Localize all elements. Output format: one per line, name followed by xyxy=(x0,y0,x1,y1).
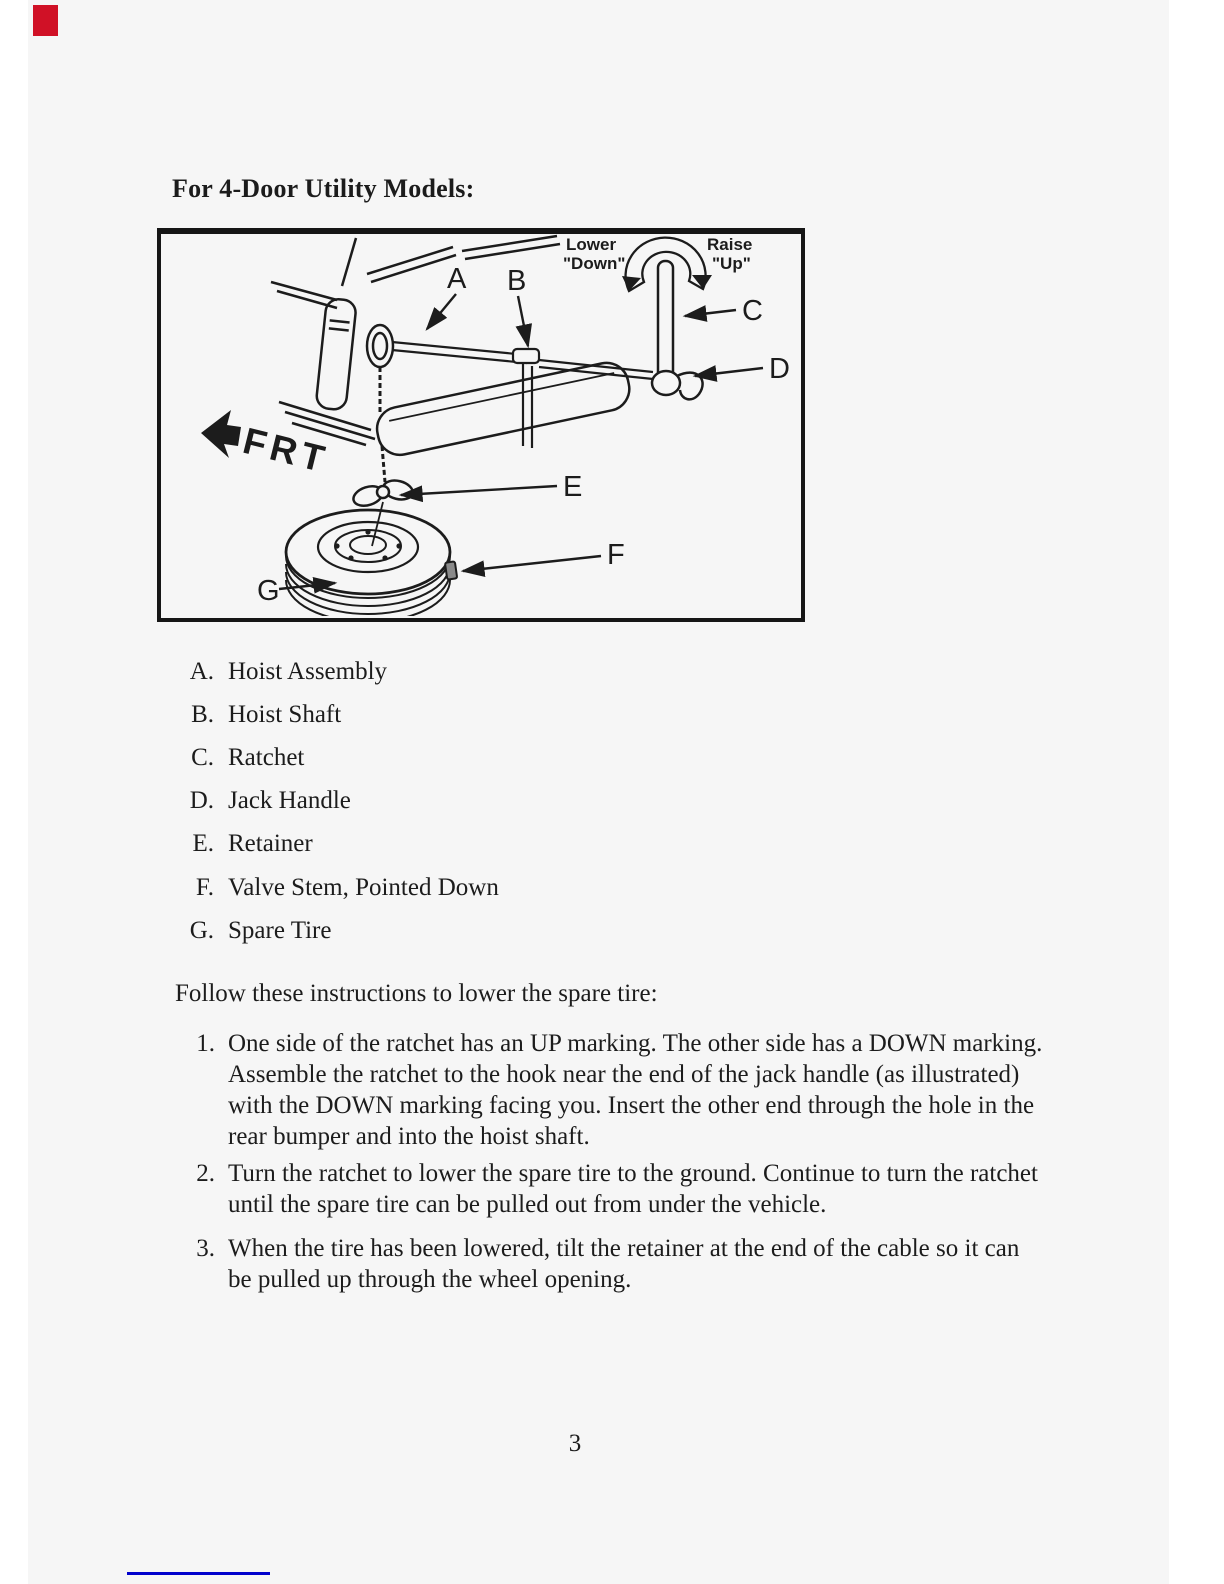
part-key: F. xyxy=(195,874,214,901)
red-corner-mark xyxy=(33,5,58,36)
step-number: 1. xyxy=(196,1030,215,1057)
step-number: 3. xyxy=(196,1235,215,1262)
callout-f: F xyxy=(607,539,625,571)
part-key: D. xyxy=(189,787,214,814)
footer-underline xyxy=(127,1572,270,1575)
callout-c: C xyxy=(742,295,763,327)
callout-b: B xyxy=(507,265,527,297)
part-key: E. xyxy=(192,830,214,857)
step-text: When the tire has been lowered, tilt the retainer at the end of the cable so it can be pulled up through the wheel opening. xyxy=(228,1235,1020,1293)
part-label: Spare Tire xyxy=(228,917,332,944)
callout-g: G xyxy=(257,575,280,607)
callout-a: A xyxy=(447,263,467,295)
part-key: B. xyxy=(191,701,214,728)
hoist-assembly xyxy=(367,325,393,367)
support-bracket xyxy=(523,364,532,448)
frt-label: FRT xyxy=(239,419,334,481)
page-number: 3 xyxy=(568,1430,582,1457)
raise-up-label: "Up" xyxy=(712,254,751,273)
part-label: Valve Stem, Pointed Down xyxy=(228,874,499,901)
part-key: A. xyxy=(189,658,214,685)
raise-label: Raise xyxy=(707,235,753,254)
part-key: G. xyxy=(189,917,214,944)
step-number: 2. xyxy=(196,1160,215,1187)
spare-tire xyxy=(286,510,457,616)
spare-tire-hoist-diagram xyxy=(157,228,805,622)
part-label: Retainer xyxy=(228,830,313,857)
hoist-cable xyxy=(372,367,385,546)
callout-e: E xyxy=(563,471,583,503)
part-key: C. xyxy=(191,744,214,771)
instructions-intro: Follow these instructions to lower the spare tire: xyxy=(175,980,658,1007)
valve-stem xyxy=(445,561,457,579)
lower-down-label: "Down" xyxy=(563,254,626,273)
ratchet xyxy=(652,261,703,399)
callout-d: D xyxy=(769,353,790,385)
part-label: Ratchet xyxy=(228,744,305,771)
part-label: Jack Handle xyxy=(228,787,351,814)
step-text: One side of the ratchet has an UP marking. The other side has a DOWN marking. Assemble the ratchet to the hook near the end of the jack handle (as illustrated) with the DOWN marking facing you. Insert the other end through the hole in the rear bumper and into the hoist shaft. xyxy=(228,1030,1043,1150)
hoist-diagram-drawing xyxy=(161,234,801,616)
lower-label: Lower xyxy=(566,235,617,254)
step-text: Turn the ratchet to lower the spare tire to the ground. Continue to turn the ratchet until the spare tire can be pulled out from under the vehicle. xyxy=(228,1160,1038,1218)
page-title: For 4-Door Utility Models: xyxy=(172,174,475,203)
part-label: Hoist Assembly xyxy=(228,658,388,685)
part-label: Hoist Shaft xyxy=(228,701,342,728)
frame-bracket xyxy=(316,298,357,411)
